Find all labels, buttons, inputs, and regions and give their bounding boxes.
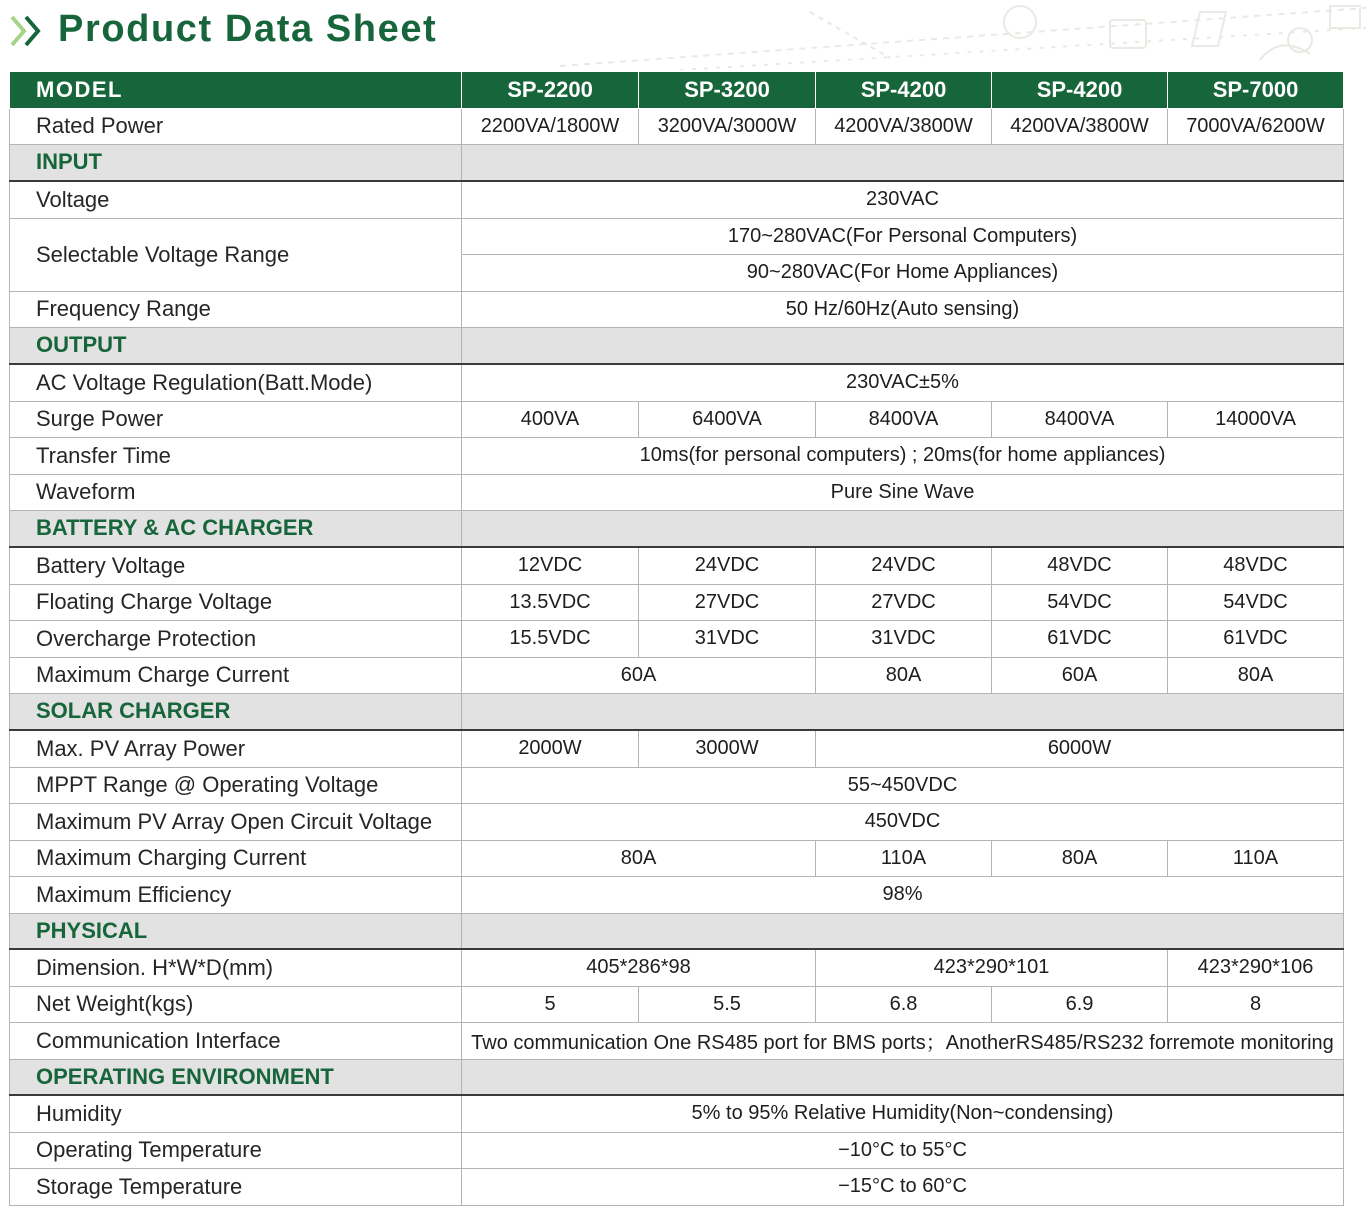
cell-value: 8400VA [992, 401, 1168, 437]
model-name: SP-3200 [639, 72, 816, 108]
row-label: Battery Voltage [10, 547, 462, 584]
cell-value: 80A [816, 657, 992, 693]
spec-row [10, 767, 1344, 803]
spec-row [10, 949, 1344, 986]
row-label: Floating Charge Voltage [10, 584, 462, 620]
decorative-pattern [560, 0, 1366, 70]
section-title: INPUT [10, 144, 462, 181]
cell-value: 60A [992, 657, 1168, 693]
cell-value: 13.5VDC [462, 584, 639, 620]
cell-value: 3200VA/3000W [639, 108, 816, 144]
cell-value: 31VDC [639, 620, 816, 657]
model-name: SP-4200 [816, 72, 992, 108]
spec-row [10, 474, 1344, 510]
row-label: Frequency Range [10, 291, 462, 327]
cell-value: 110A [1168, 840, 1344, 876]
spec-row [10, 364, 1344, 401]
cell-value: 8 [1168, 986, 1344, 1022]
cell-value: 170~280VAC(For Personal Computers) [462, 218, 1344, 254]
row-label: Dimension. H*W*D(mm) [10, 949, 462, 986]
cell-value: 6.8 [816, 986, 992, 1022]
spec-row [10, 1168, 1344, 1205]
cell-value: 5 [462, 986, 639, 1022]
cell-value: 48VDC [992, 547, 1168, 584]
spec-row [10, 730, 1344, 767]
section-title: BATTERY & AC CHARGER [10, 510, 462, 547]
cell-value: 4200VA/3800W [992, 108, 1168, 144]
cell-value: 80A [462, 840, 816, 876]
cell-value: 54VDC [992, 584, 1168, 620]
row-label: Rated Power [10, 108, 462, 144]
spec-row [10, 657, 1344, 693]
section-fill [462, 693, 1344, 730]
cell-value: 5.5 [639, 986, 816, 1022]
row-label: Storage Temperature [10, 1168, 462, 1205]
spec-row [10, 876, 1344, 913]
cell-value: 3000W [639, 730, 816, 767]
spec-row [10, 1095, 1344, 1132]
cell-value: 80A [992, 840, 1168, 876]
row-label: Transfer Time [10, 437, 462, 474]
spec-row [10, 108, 1344, 144]
model-header-row [10, 72, 1344, 108]
row-label: Voltage [10, 181, 462, 218]
spec-row [10, 620, 1344, 657]
spec-row [10, 1022, 1344, 1059]
row-label: Max. PV Array Power [10, 730, 462, 767]
section-title: OUTPUT [10, 327, 462, 364]
row-label: Net Weight(kgs) [10, 986, 462, 1022]
row-label: AC Voltage Regulation(Batt.Mode) [10, 364, 462, 401]
cell-value: 7000VA/6200W [1168, 108, 1344, 144]
row-label: Maximum PV Array Open Circuit Voltage [10, 803, 462, 840]
cell-value: 27VDC [816, 584, 992, 620]
section-title: PHYSICAL [10, 913, 462, 949]
cell-value: 450VDC [462, 803, 1344, 840]
section-header-row [10, 144, 1344, 181]
cell-value: Two communication One RS485 port for BMS ports；AnotherRS485/RS232 forremote monitoring [462, 1022, 1344, 1059]
cell-value: 61VDC [1168, 620, 1344, 657]
cell-value: 230VAC [462, 181, 1344, 218]
section-fill [462, 327, 1344, 364]
row-label: Maximum Efficiency [10, 876, 462, 913]
spec-row [10, 840, 1344, 876]
cell-value: 4200VA/3800W [816, 108, 992, 144]
cell-value: 6.9 [992, 986, 1168, 1022]
row-label: Overcharge Protection [10, 620, 462, 657]
section-header-row [10, 693, 1344, 730]
spec-table [9, 72, 1344, 1206]
cell-value: 12VDC [462, 547, 639, 584]
spec-row [10, 547, 1344, 584]
cell-value: 24VDC [639, 547, 816, 584]
section-header-row [10, 510, 1344, 547]
section-fill [462, 144, 1344, 181]
page-title: Product Data Sheet [58, 8, 438, 50]
model-name: SP-7000 [1168, 72, 1344, 108]
row-label: Selectable Voltage Range [10, 218, 462, 291]
cell-value: 2200VA/1800W [462, 108, 639, 144]
section-fill [462, 1059, 1344, 1095]
cell-value: 8400VA [816, 401, 992, 437]
section-header-row [10, 327, 1344, 364]
spec-row [10, 218, 1344, 254]
spec-row [10, 803, 1344, 840]
cell-value: 110A [816, 840, 992, 876]
cell-value: 423*290*106 [1168, 949, 1344, 986]
spec-row [10, 291, 1344, 327]
spec-row [10, 181, 1344, 218]
cell-value: 230VAC±5% [462, 364, 1344, 401]
page-header [0, 0, 1366, 70]
cell-value: Pure Sine Wave [462, 474, 1344, 510]
row-label: Waveform [10, 474, 462, 510]
cell-value: 31VDC [816, 620, 992, 657]
cell-value: 24VDC [816, 547, 992, 584]
cell-value: 98% [462, 876, 1344, 913]
cell-value: 2000W [462, 730, 639, 767]
row-label: MPPT Range @ Operating Voltage [10, 767, 462, 803]
row-label: Maximum Charging Current [10, 840, 462, 876]
row-label: Communication Interface [10, 1022, 462, 1059]
spec-row [10, 986, 1344, 1022]
cell-value: −10°C to 55°C [462, 1132, 1344, 1168]
cell-value: 15.5VDC [462, 620, 639, 657]
section-title: OPERATING ENVIRONMENT [10, 1059, 462, 1095]
row-label: Maximum Charge Current [10, 657, 462, 693]
cell-value: 6400VA [639, 401, 816, 437]
spec-row [10, 401, 1344, 437]
section-title: SOLAR CHARGER [10, 693, 462, 730]
model-name: SP-2200 [462, 72, 639, 108]
section-fill [462, 913, 1344, 949]
cell-value: 423*290*101 [816, 949, 1168, 986]
section-header-row [10, 1059, 1344, 1095]
spec-row [10, 1132, 1344, 1168]
cell-value: 400VA [462, 401, 639, 437]
cell-value: 405*286*98 [462, 949, 816, 986]
row-label: Humidity [10, 1095, 462, 1132]
cell-value: 6000W [816, 730, 1344, 767]
row-label: Operating Temperature [10, 1132, 462, 1168]
cell-value: 5% to 95% Relative Humidity(Non~condensing) [462, 1095, 1344, 1132]
section-fill [462, 510, 1344, 547]
cell-value: 27VDC [639, 584, 816, 620]
cell-value: 10ms(for personal computers) ; 20ms(for home appliances) [462, 437, 1344, 474]
cell-value: 14000VA [1168, 401, 1344, 437]
spec-row [10, 584, 1344, 620]
cell-value: 61VDC [992, 620, 1168, 657]
section-header-row [10, 913, 1344, 949]
spec-row [10, 437, 1344, 474]
cell-value: 80A [1168, 657, 1344, 693]
cell-value: 55~450VDC [462, 767, 1344, 803]
cell-value: 90~280VAC(For Home Appliances) [462, 254, 1344, 291]
model-name: SP-4200 [992, 72, 1168, 108]
model-label: MODEL [10, 72, 462, 108]
row-label: Surge Power [10, 401, 462, 437]
cell-value: 60A [462, 657, 816, 693]
cell-value: 48VDC [1168, 547, 1344, 584]
cell-value: 54VDC [1168, 584, 1344, 620]
cell-value: −15°C to 60°C [462, 1168, 1344, 1205]
double-chevron-icon [8, 14, 48, 48]
cell-value: 50 Hz/60Hz(Auto sensing) [462, 291, 1344, 327]
